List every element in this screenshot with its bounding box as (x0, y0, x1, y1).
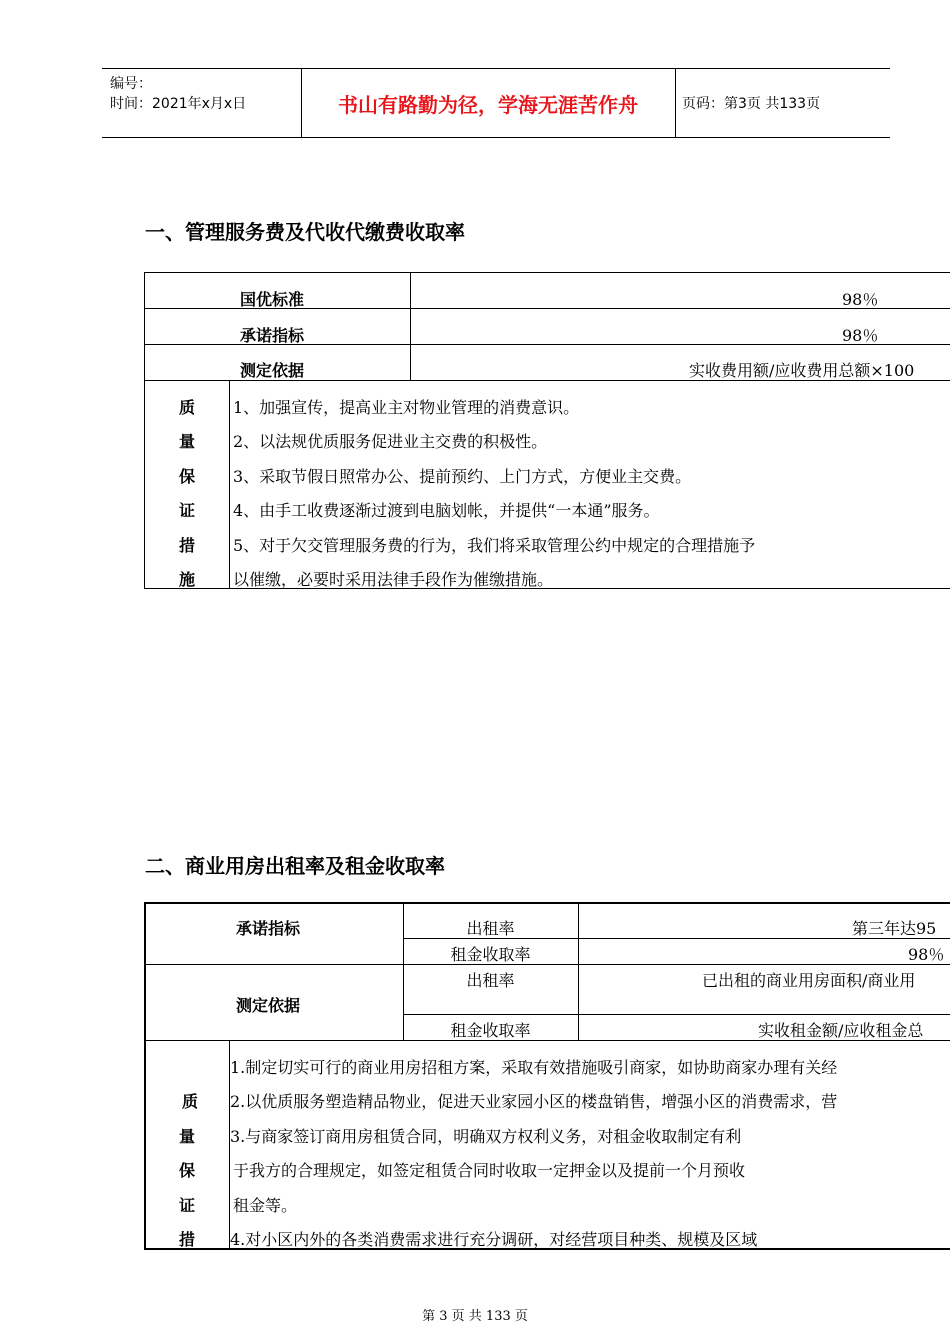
measure-item: 3.与商家签订商用房租赁合同，明确双方权利义务，对租金收取制定有利 (230, 1127, 742, 1146)
value-rent-rate-basis: 已出租的商业用房面积/商业用 (702, 971, 916, 990)
row-label-standard: 国优标准 (240, 290, 305, 309)
col-divider (229, 380, 230, 589)
measures-label-char: 施 (178, 570, 195, 589)
item-rent-rate: 出租率 (466, 919, 515, 938)
row-value-commitment: 98％ (842, 326, 879, 345)
number-label: 编号： (110, 76, 152, 92)
measure-item: 5、对于欠交管理服务费的行为，我们将采取管理公约中规定的合理措施予 (233, 536, 756, 555)
section1-title: 一、管理服务费及代收代缴费收取率 (145, 220, 465, 244)
measure-item: 2.以优质服务塑造精品物业，促进天业家园小区的楼盘销售，增强小区的消费需求，营 (230, 1092, 838, 1111)
measures-label-char: 量 (178, 1127, 195, 1146)
commit-label: 承诺指标 (236, 919, 301, 938)
row-value-standard: 98％ (842, 290, 879, 309)
item-rent-collection-basis: 租金收取率 (450, 1021, 531, 1040)
col-divider (410, 272, 411, 380)
measure-item: 以催缴，必要时采用法律手段作为催缴措施。 (233, 570, 554, 589)
measures-label-char: 保 (178, 1161, 195, 1180)
page-footer: 第 3 页 共 133 页 (422, 1309, 528, 1324)
value-rent-collection-basis: 实收租金额/应收租金总 (758, 1021, 924, 1040)
measures-label-char: 措 (178, 1230, 195, 1249)
measure-item: 1.制定切实可行的商业用房招租方案，采取有效措施吸引商家，如协助商家办理有关经 (230, 1058, 838, 1077)
row-divider (403, 1014, 950, 1015)
measures-label-char: 量 (178, 432, 195, 451)
header-divider (675, 69, 676, 137)
document-header (102, 68, 890, 138)
measures-label-char: 保 (178, 467, 195, 486)
value-rent-collection: 98％ (908, 945, 945, 964)
measures-label-char: 质 (178, 398, 195, 417)
measure-item: 1、加强宣传，提高业主对物业管理的消费意识。 (233, 398, 580, 417)
measures-label-char: 证 (178, 501, 195, 520)
time-label: 时间：2021年x月x日 (110, 96, 247, 112)
row-label-commitment: 承诺指标 (240, 326, 305, 345)
value-rent-rate: 第三年达95 (852, 919, 937, 938)
measure-item: 4、由手工收费逐渐过渡到电脑划帐，并提供“一本通”服务。 (233, 501, 660, 520)
col-divider (578, 902, 579, 1040)
measures-label-char: 质 (181, 1092, 198, 1111)
measure-item: 2、以法规优质服务促进业主交费的积极性。 (233, 432, 548, 451)
item-rent-rate-basis: 出租率 (466, 971, 515, 990)
measures-label-char: 证 (178, 1196, 195, 1215)
row-value-basis: 实收费用额/应收费用总额×100 (689, 361, 915, 380)
measures-label-char: 措 (178, 536, 195, 555)
basis-label: 测定依据 (236, 996, 301, 1015)
item-rent-collection: 租金收取率 (450, 945, 531, 964)
measure-item: 于我方的合理规定，如签定租赁合同时收取一定押金以及提前一个月预收 (233, 1161, 746, 1180)
measure-item: 3、采取节假日照常办公、提前预约、上门方式，方便业主交费。 (233, 467, 692, 486)
measure-item: 租金等。 (233, 1196, 298, 1215)
measure-item: 4.对小区内外的各类消费需求进行充分调研，对经营项目种类、规模及区域 (230, 1230, 758, 1249)
row-label-basis: 测定依据 (240, 361, 305, 380)
header-page-info: 页码：第3页 共133页 (682, 96, 821, 112)
header-meta (102, 69, 300, 137)
header-motto: 书山有路勤为径，学海无涯苦作舟 (338, 92, 638, 117)
section2-title: 二、商业用房出租率及租金收取率 (145, 854, 445, 878)
